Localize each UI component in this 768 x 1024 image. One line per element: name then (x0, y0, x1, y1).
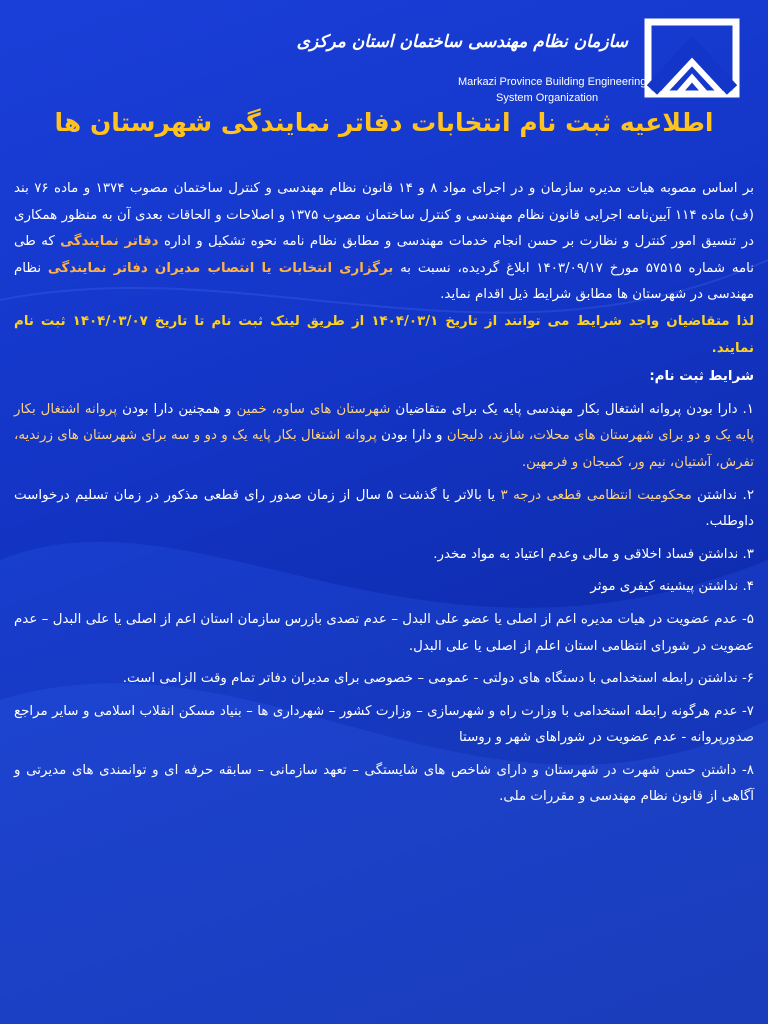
condition-2-highlight-b: محکومیت انتظامی قطعی درجه ۳ (500, 487, 692, 503)
condition-8: ۸- داشتن حسن شهرت در شهرستان و دارای شاخص های شایستگی – تعهد سازمانی – سابقه حرفه ای و توانمندی های مدیرتی و آگاهی از قانون نظام مهندسی و مقررات ملی. (14, 762, 754, 805)
condition-2-text-a: ۲. نداشتن (691, 487, 755, 503)
org-name-fa: سازمان نظام مهندسی ساختمان استان مرکزی (296, 32, 628, 52)
conditions-heading: شرایط ثبت نام: (649, 369, 754, 385)
building-engineering-logo-icon (644, 18, 740, 98)
condition-1-text-c: و همچنین دارا بودن (117, 401, 237, 417)
condition-7: ۷- عدم هرگونه رابطه استخدامی با وزارت راه و شهرسازی – وزارت کشور – شهرداری ها – بنیاد مسکن انقلاب اسلامی و سایر مراجع صدورپروانه - عدم عضویت در شوراهای شهر و روستا (14, 703, 754, 746)
condition-2-text-c: یا بالاتر یا گذشت ۵ سال از زمان صدور رای قطعی مذکور در زمان تسلیم درخواست داوطلب. (14, 487, 754, 530)
intro-text-1: بر اساس مصوبه هیات مدیره سازمان و در اجرای مواد ۸ و ۱۴ قانون نظام مهندسی و کنترل ساختمان مصوب ۱۳۷۴ و ماده ۷۶ بند (ف) ماده ۱۱۴ آیین‌نامه اجرایی قانون نظام مهندسی و کنترل ساختمان مصوب ۱۳۷۵ و اصلاحات و الحاقات بعدی آن به منظور همکاری در تنسیق امور کنترل و نظارت بر حسن انجام خدمات مهندسی و مطابق نظام نامه نحوه تشکیل و اداره (14, 181, 755, 250)
condition-1 (14, 397, 754, 477)
registration-notice: لذا متقاضیان واجد شرایط می توانند از تاریخ ۱۴۰۴/۰۳/۱ از طریق لینک ثبت نام تا تاریخ ۱۴۰۴/۰۳/۰۷ ثبت نام نمایند. (14, 313, 754, 356)
condition-4: ۴. نداشتن پیشینه کیفری موثر (590, 579, 754, 595)
intro-highlight-offices: دفاتر نمایندگی (60, 234, 159, 250)
condition-5: ۵- عدم عضویت در هیات مدیره اعم از اصلی یا عضو علی البدل – عدم تصدی بازرس سازمان استان اعم از اصلی یا علی البدل – عدم عضویت در شورای انتظامی استان اعلم از اصلی یا علی البدل. (14, 611, 754, 654)
announcement-body (14, 176, 754, 811)
intro-highlight-elections: برگزاری انتخابات یا انتصاب مدیران دفاتر نمایندگی (47, 260, 394, 276)
condition-3: ۳. نداشتن فساد اخلاقی و مالی وعدم اعتیاد به مواد مخدر. (433, 546, 754, 562)
condition-1-highlight-b: شهرستان های ساوه، خمین (236, 401, 391, 417)
condition-1-text-a: ۱. دارا بودن پروانه اشتغال بکار مهندسی پایه یک برای متقاضیان (390, 401, 754, 417)
intro-text-3: نظام مهندسی در شهرستان ها مطابق شرایط ذیل اقدام نماید. (14, 260, 754, 303)
condition-2 (14, 483, 754, 536)
condition-1-text-e: و دارا بودن (376, 428, 447, 444)
org-name-en-line2: System Organization (496, 92, 599, 104)
condition-6: ۶- نداشتن رابطه استخدامی با دستگاه های دولتی - عمومی – خصوصی برای مدیران دفاتر تمام وقت الزامی است. (122, 671, 754, 687)
org-name-en-line1: Markazi Province Building Engineering (458, 76, 647, 88)
intro-text-2: که طی نامه شماره ۵۷۵۱۵ مورخ ۱۴۰۳/۰۹/۱۷ ابلاغ گردیده، نسبت به (14, 234, 754, 276)
page-title: اطلاعیه ثبت نام انتخابات دفاتر نمایندگی شهرستان ها (54, 108, 714, 137)
condition-1-highlight-f: پروانه اشتغال بکار پایه یک و دو و سه برای شهرستان های زرندیه، تفرش، آشتیان، نیم ور، کمیجان و فرمهین. (14, 428, 754, 470)
condition-1-highlight-d: پروانه اشتغال بکار پایه یک و دو برای شهرستان های محلات، شازند، دلیجان (14, 401, 754, 444)
intro-paragraph (14, 176, 754, 309)
